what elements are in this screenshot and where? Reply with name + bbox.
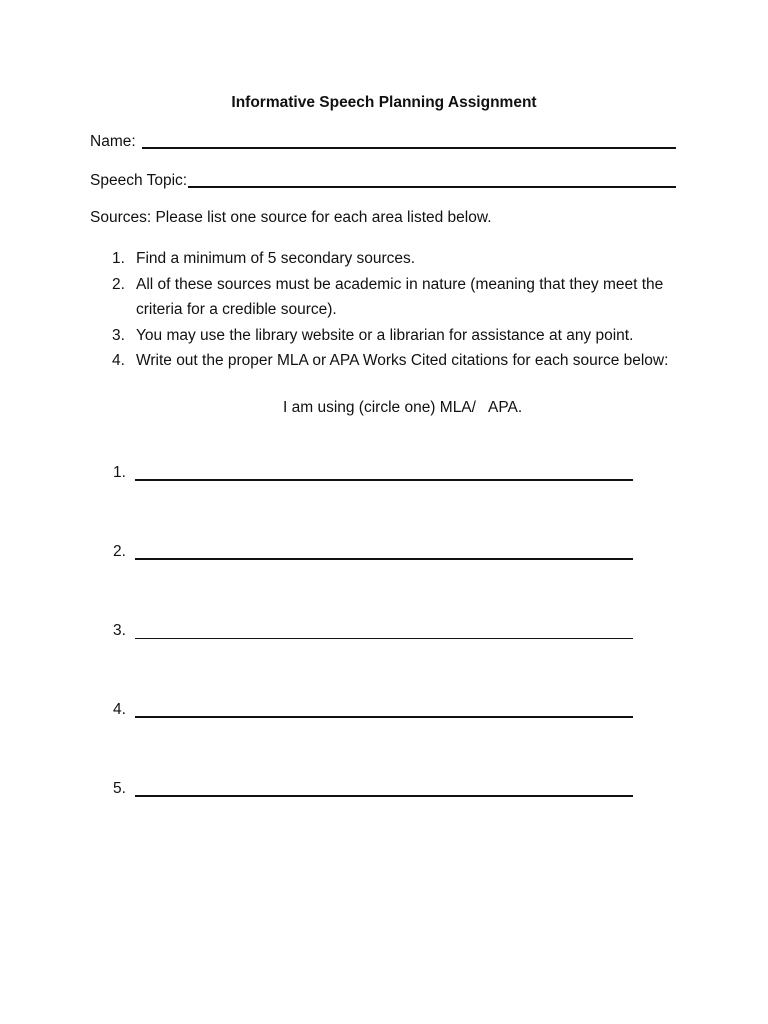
name-field xyxy=(90,133,676,151)
instruction-item xyxy=(90,246,680,272)
speech-topic-blank-line[interactable] xyxy=(188,185,676,188)
instruction-number: 3. xyxy=(112,326,125,344)
citation-row xyxy=(113,780,633,798)
citation-row xyxy=(113,622,633,640)
instruction-text: Write out the proper MLA or APA Works Cited citations for each source below: xyxy=(136,352,669,369)
instruction-item xyxy=(90,272,680,323)
citation-blank-line[interactable] xyxy=(135,478,633,481)
citation-row xyxy=(113,464,633,482)
citation-number: 5. xyxy=(113,780,126,797)
instruction-text: You may use the library website or a librarian for assistance at any point. xyxy=(136,326,634,344)
citation-row xyxy=(113,701,633,719)
citation-blank-line[interactable] xyxy=(135,715,633,718)
instruction-number: 4. xyxy=(112,352,125,369)
instructions-list xyxy=(90,246,680,374)
sources-intro: Sources: Please list one source for each area listed below. xyxy=(90,209,492,226)
citation-blank-line[interactable] xyxy=(135,557,633,560)
instruction-number: 2. xyxy=(112,275,125,293)
citation-style-choice: I am using (circle one) MLA/ APA. xyxy=(283,399,523,416)
instruction-text: All of these sources must be academic in nature (meaning that they meet the criteria for a credible source). xyxy=(136,275,664,318)
instruction-text: Find a minimum of 5 secondary sources. xyxy=(136,250,416,267)
citation-number: 4. xyxy=(113,701,126,718)
citation-number: 2. xyxy=(113,543,126,560)
instruction-item xyxy=(90,323,680,349)
document-title: Informative Speech Planning Assignment xyxy=(231,94,537,111)
citation-row xyxy=(113,543,633,561)
instruction-item xyxy=(90,348,680,374)
citation-blank-line[interactable] xyxy=(135,637,633,639)
citation-number: 3. xyxy=(113,622,126,639)
name-label: Name: xyxy=(90,133,136,150)
speech-topic-field xyxy=(90,172,676,190)
instruction-number: 1. xyxy=(112,250,125,267)
name-blank-line[interactable] xyxy=(142,146,676,149)
speech-topic-label: Speech Topic: xyxy=(90,172,188,189)
citation-blank-line[interactable] xyxy=(135,794,633,797)
citation-number: 1. xyxy=(113,464,126,481)
